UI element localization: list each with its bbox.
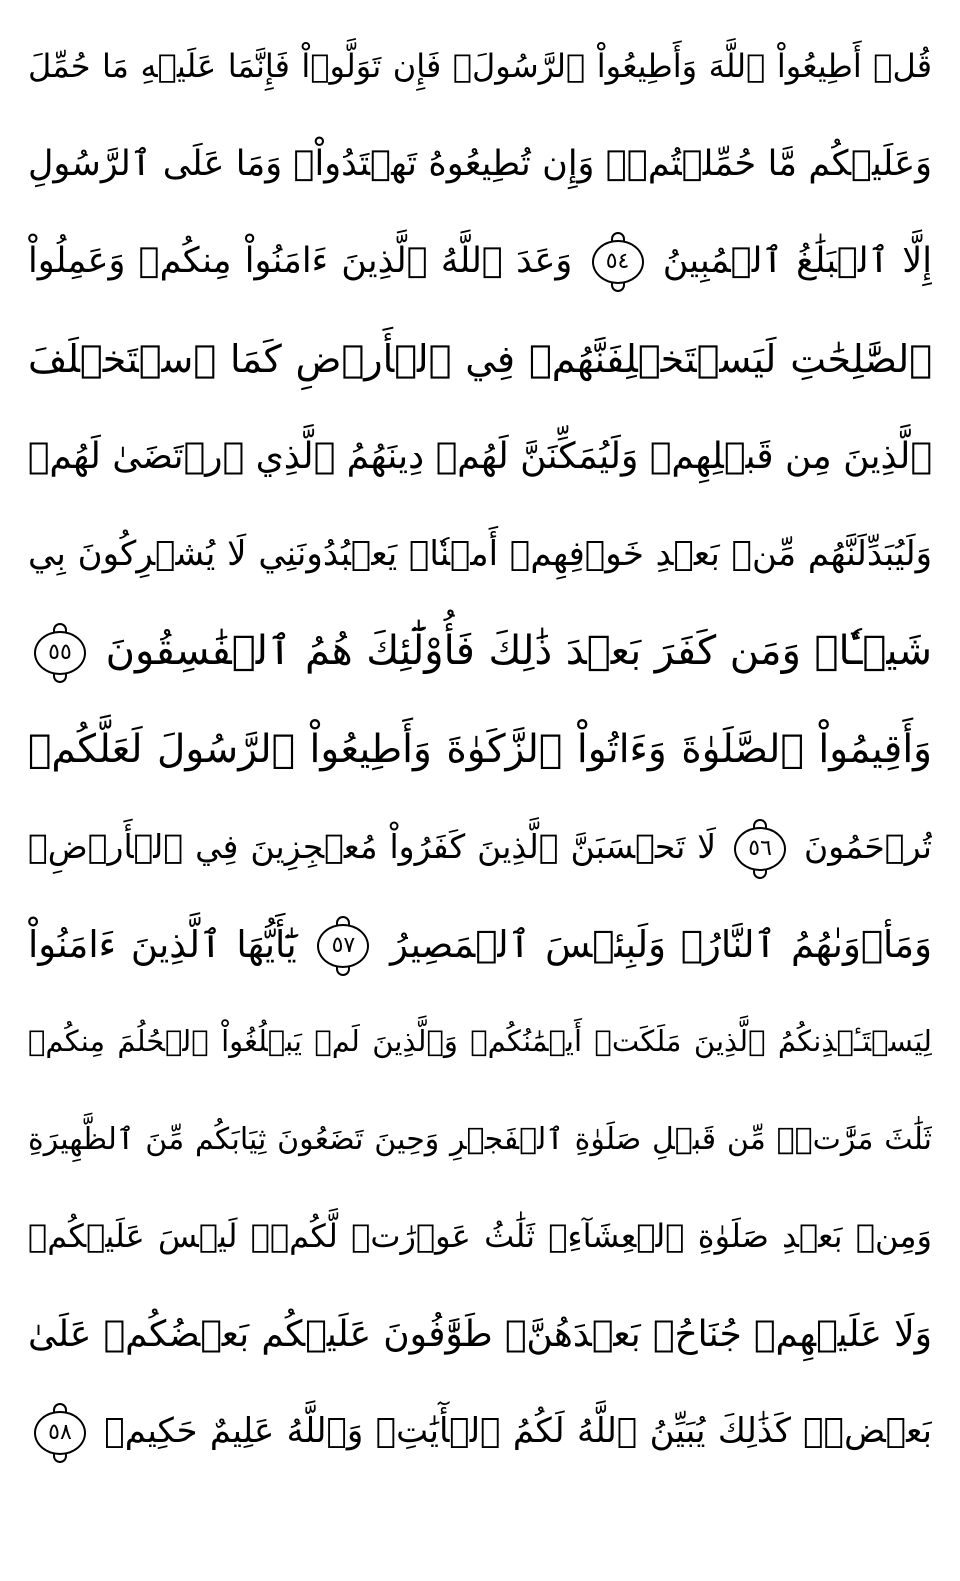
verse-line (28, 18, 932, 116)
verse-text: شَيۡـٔٗاۚ وَمَن كَفَرَ بَعۡدَ ذَٰلِكَ فَأُوْلَٰٓئِكَ هُمُ ٱلۡفَٰسِقُونَ (105, 628, 932, 674)
verse-line (28, 408, 932, 506)
ayah-number-marker: ٥٤ (592, 240, 644, 284)
verse-text: وَمَأۡوَىٰهُمُ ٱلنَّارُۖ وَلَبِئۡسَ ٱلۡمَصِيرُ (390, 922, 932, 966)
verse-line (28, 311, 932, 409)
verse-line (28, 1091, 932, 1189)
ayah-number-marker: ٥٨ (34, 1411, 86, 1455)
verse-line (28, 993, 932, 1091)
verse-text: إِلَّا ٱلۡبَلَٰغُ ٱلۡمُبِينُ (662, 241, 932, 281)
verse-line (28, 1383, 932, 1481)
verse-text: وَلَا عَلَيۡهِمۡ جُنَاحُۢ بَعۡدَهُنَّۚ طَوَّٰفُونَ عَلَيۡكُم بَعۡضُكُمۡ عَلَىٰ (28, 1313, 932, 1355)
verse-line (28, 701, 932, 799)
ayah-number-marker: ٥٧ (317, 924, 369, 968)
verse-text: وَعَدَ ٱللَّهُ ٱلَّذِينَ ءَامَنُواْ مِنكُمۡ وَعَمِلُواْ (28, 241, 573, 281)
verse-text: ٱلَّذِينَ مِن قَبۡلِهِمۡ وَلَيُمَكِّنَنَّ لَهُمۡ دِينَهُمُ ٱلَّذِي ٱرۡتَضَىٰ لَهُمۡ (28, 436, 932, 477)
verse-line (28, 1286, 932, 1384)
verse-text: ثَلَٰثَ مَرَّٰتٖۚ مِّن قَبۡلِ صَلَوٰةِ ٱلۡفَجۡرِ وَحِينَ تَضَعُونَ ثِيَابَكُم مِّنَ ٱلظَّهِيرَةِ (28, 1121, 932, 1157)
verse-text: قُلۡ أَطِيعُواْ ٱللَّهَ وَأَطِيعُواْ ٱلرَّسُولَۖ فَإِن تَوَلَّوۡاْ فَإِنَّمَا عَلَيۡهِ مَا حُمِّلَ (28, 47, 932, 85)
ayah-number-marker: ٥٦ (734, 827, 786, 871)
verse-text: بَعۡضٖۚ كَذَٰلِكَ يُبَيِّنُ ٱللَّهُ لَكُمُ ٱلۡأٓيَٰتِۗ وَٱللَّهُ عَلِيمٌ حَكِيمٞ (104, 1411, 932, 1451)
verse-text: لَا تَحۡسَبَنَّ ٱلَّذِينَ كَفَرُواْ مُعۡجِزِينَ فِي ٱلۡأَرۡضِۚ (28, 827, 717, 866)
ayah-number-marker: ٥٥ (34, 631, 86, 675)
verse-line (28, 603, 932, 701)
verse-text: ٱلصَّٰلِحَٰتِ لَيَسۡتَخۡلِفَنَّهُمۡ فِي ٱلۡأَرۡضِ كَمَا ٱسۡتَخۡلَفَ (28, 336, 932, 381)
verse-line (28, 1188, 932, 1286)
verse-line (28, 116, 932, 214)
verse-text: وَعَلَيۡكُم مَّا حُمِّلۡتُمۡۖ وَإِن تُطِيعُوهُ تَهۡتَدُواْۚ وَمَا عَلَى ٱلرَّسُولِ (28, 143, 932, 184)
verse-line (28, 506, 932, 604)
verse-text: يَٰٓأَيُّهَا ٱلَّذِينَ ءَامَنُواْ (28, 922, 297, 966)
verse-text: لِيَسۡتَـٔۡذِنكُمُ ٱلَّذِينَ مَلَكَتۡ أَيۡمَٰنُكُمۡ وَٱلَّذِينَ لَمۡ يَبۡلُغُواْ ٱلۡحُلُمَ مِنكُمۡ (28, 1024, 932, 1058)
verse-text: وَأَقِيمُواْ ٱلصَّلَوٰةَ وَءَاتُواْ ٱلزَّكَوٰةَ وَأَطِيعُواْ ٱلرَّسُولَ لَعَلَّكُمۡ (28, 726, 932, 772)
verse-text: وَلَيُبَدِّلَنَّهُم مِّنۢ بَعۡدِ خَوۡفِهِمۡ أَمۡنٗاۚ يَعۡبُدُونَنِي لَا يُشۡرِكُونَ بِي (28, 533, 932, 574)
verse-text: تُرۡحَمُونَ (804, 827, 932, 866)
verse-line (28, 213, 932, 311)
verse-line (28, 896, 932, 994)
verse-text: وَمِنۢ بَعۡدِ صَلَوٰةِ ٱلۡعِشَآءِۚ ثَلَٰثُ عَوۡرَٰتٖ لَّكُمۡۚ لَيۡسَ عَلَيۡكُمۡ (28, 1217, 932, 1255)
verse-line (28, 798, 932, 896)
